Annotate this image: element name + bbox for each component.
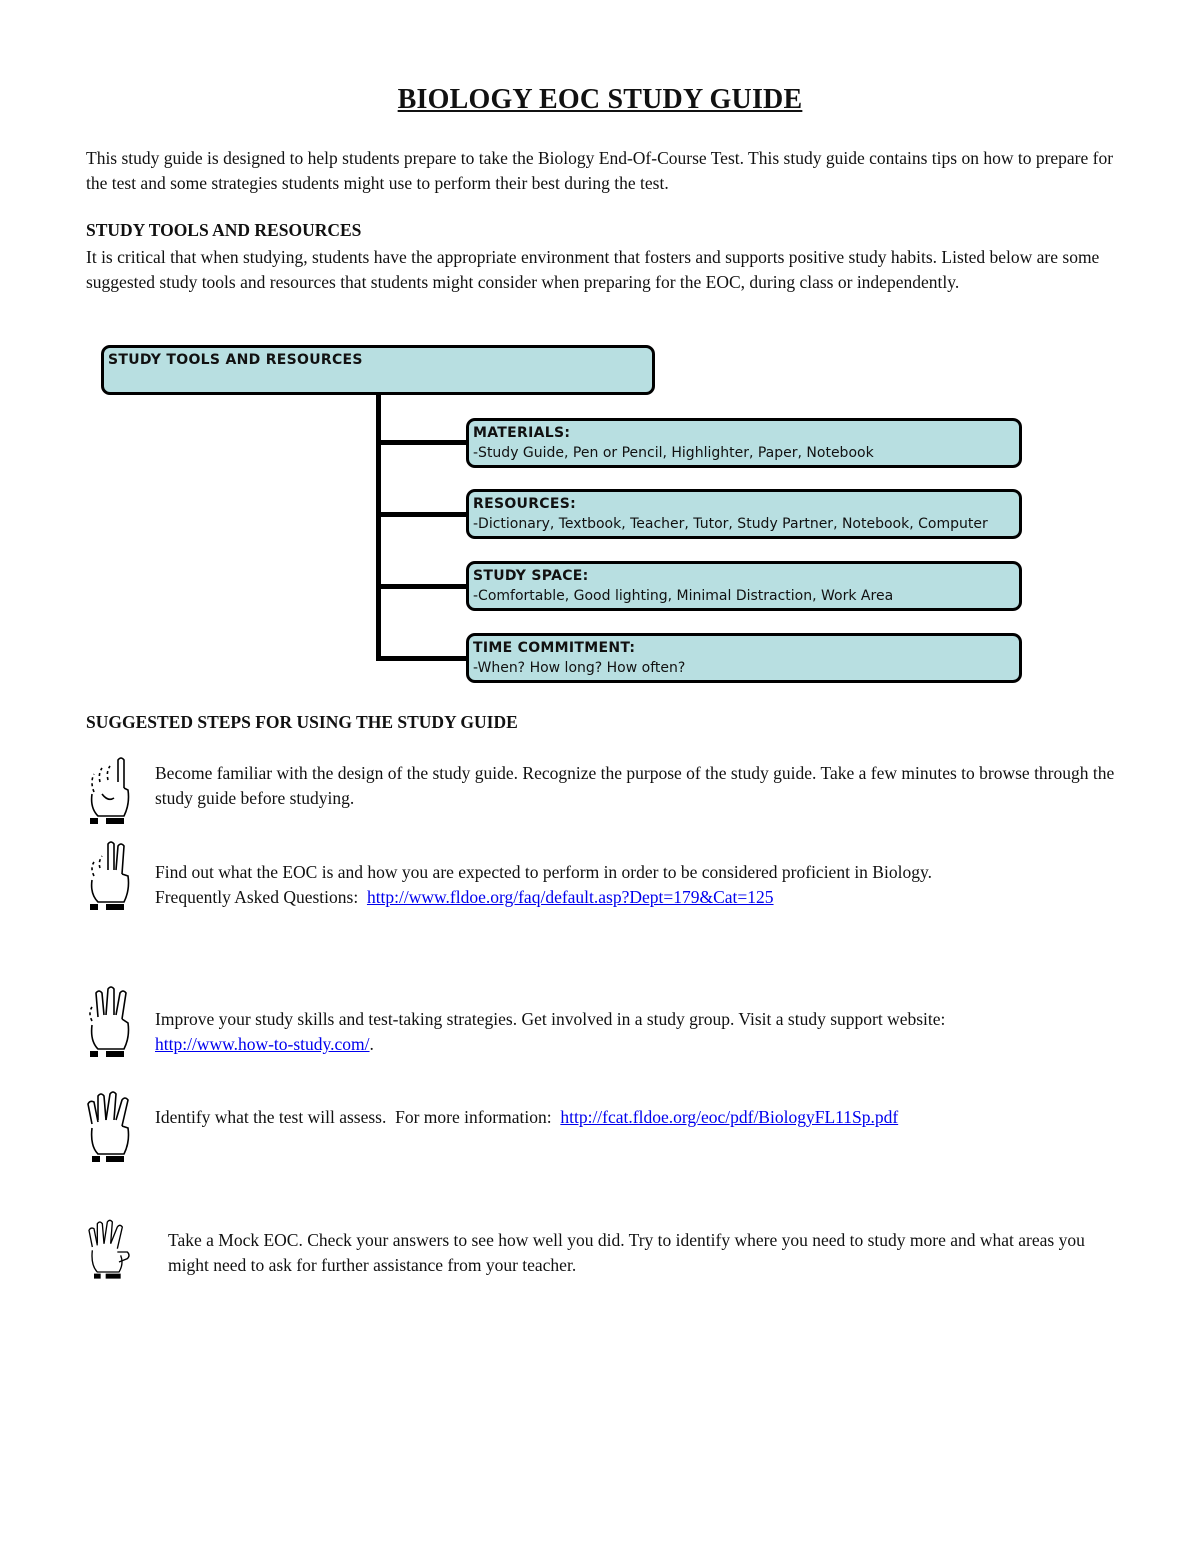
diagram-trunk-line: [376, 394, 381, 660]
diagram-branch-line: [376, 440, 468, 445]
step-1-text: Become familiar with the design of the study guide. Recognize the purpose of the study guide. Take a few minutes to browse through the study guide before studying.: [155, 763, 1115, 808]
one-finger-hand-icon: [84, 752, 134, 832]
biology-eoc-pdf-link[interactable]: http://fcat.fldoe.org/eoc/pdf/BiologyFL11Sp.pdf: [560, 1107, 899, 1127]
diagram-box-detail: -Study Guide, Pen or Pencil, Highlighter, Paper, Notebook: [473, 445, 874, 461]
intro-paragraph: This study guide is designed to help students prepare to take the Biology End-Of-Course Test. This study guide contains tips on how to prepare for the test and some strategies students might use to perform their best during the test.: [86, 148, 1114, 193]
step-3-link-line: [155, 1032, 1115, 1057]
how-to-study-link[interactable]: http://www.how-to-study.com/: [155, 1034, 370, 1054]
diagram-branch-line: [376, 512, 468, 517]
section-body-study-tools: It is critical that when studying, students have the appropriate environment that fosters and supports positive study habits. Listed below are some suggested study tools and resources that students might consider when preparing for the EOC, during class or independently.: [86, 247, 1100, 292]
step-2-text: Find out what the EOC is and how you are expected to perform in order to be considered proficient in Biology.: [155, 862, 932, 882]
step-2: [155, 860, 1115, 910]
step-5-text: Take a Mock EOC. Check your answers to see how well you did. Try to identify where you need to study more and what areas you might need to ask for further assistance from your teacher.: [168, 1230, 1085, 1275]
diagram-box-detail: -Comfortable, Good lighting, Minimal Distraction, Work Area: [473, 588, 894, 604]
diagram-box-title: TIME COMMITMENT:: [473, 640, 636, 656]
diagram-branch-line: [376, 584, 468, 589]
step-3: [155, 1007, 1115, 1057]
diagram-box-materials: [466, 418, 1022, 468]
step-3-text: Improve your study skills and test-taking strategies. Get involved in a study group. Visit a study support website:: [155, 1009, 946, 1029]
diagram-box-time-commitment: [466, 633, 1022, 683]
diagram-box-resources: [466, 489, 1022, 539]
two-finger-hand-icon: [84, 838, 134, 918]
diagram-box-title: MATERIALS:: [473, 425, 571, 441]
five-finger-hand-icon: [84, 1212, 134, 1292]
diagram-box-detail: -Dictionary, Textbook, Teacher, Tutor, Study Partner, Notebook, Computer: [473, 516, 988, 532]
diagram-box-study-space: [466, 561, 1022, 611]
three-finger-hand-icon: [84, 985, 134, 1065]
diagram-branch-line: [376, 656, 468, 661]
step-4: [155, 1105, 1115, 1130]
faq-link[interactable]: http://www.fldoe.org/faq/default.asp?Dept=179&Cat=125: [366, 887, 774, 907]
diagram-box-title: STUDY SPACE:: [473, 568, 589, 584]
section-heading-steps: SUGGESTED STEPS FOR USING THE STUDY GUIDE: [86, 712, 518, 732]
diagram-root-box: [101, 345, 655, 395]
diagram-root-label: STUDY TOOLS AND RESOURCES: [108, 352, 363, 368]
step-4-text: Identify what the test will assess. For more information:: [155, 1107, 561, 1127]
diagram-box-detail: -When? How long? How often?: [473, 660, 686, 676]
step-2-link-line: [155, 885, 1115, 910]
four-finger-hand-icon: [84, 1090, 134, 1170]
diagram-box-title: RESOURCES:: [473, 496, 576, 512]
step-2-link-prefix: Frequently Asked Questions:: [155, 887, 367, 907]
page-title: BIOLOGY EOC STUDY GUIDE: [397, 84, 803, 115]
section-heading-study-tools: STUDY TOOLS AND RESOURCES: [86, 220, 362, 240]
step-3-link-suffix: .: [369, 1034, 374, 1054]
